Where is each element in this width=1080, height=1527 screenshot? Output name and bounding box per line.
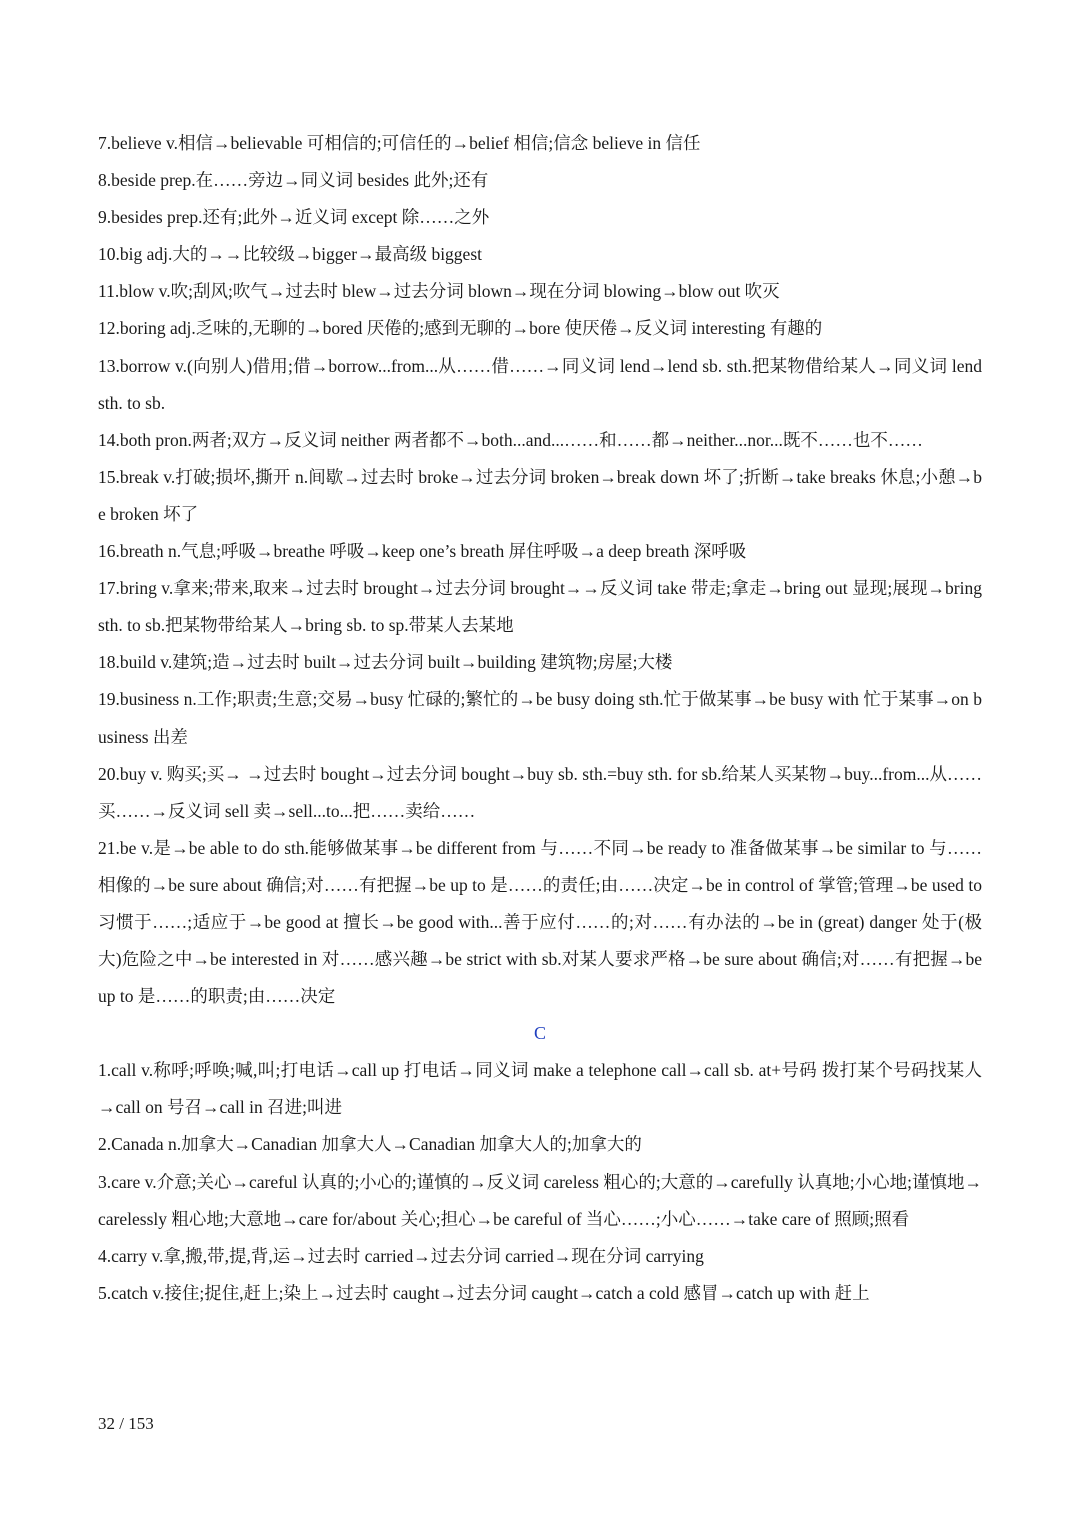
vocab-entry-carry: 4.carry v.拿,搬,带,提,背,运→过去时 carried→过去分词 carried→现在分词 carrying <box>98 1245 704 1266</box>
vocab-entry-believe: 7.believe v.相信→believable 可相信的;可信任的→belief 相信;信念 believe in 信任 <box>98 133 701 153</box>
section-heading-c: C <box>533 1023 546 1044</box>
vocab-entry-call: 1.call v.称呼;呼唤;喊,叫;打电话→call up 打电话→同义词 make a telephone call→call sb. at+号码 拨打某个号码找某人→call on 号召→call in 召进;叫进 <box>98 1060 982 1118</box>
vocab-entry-catch: 5.catch v.接住;捉住,赶上;染上→过去时 caught→过去分词 caught→catch a cold 感冒→catch up with 赶上 <box>98 1282 870 1303</box>
vocab-entry-break: 15.break v.打破;损坏,撕开 n.间歇→过去时 broke→过去分词 broken→break down 坏了;折断→take breaks 休息;小憩→be broken 坏了 <box>98 466 982 524</box>
page-content <box>98 125 982 1312</box>
vocab-entry-blow: 11.blow v.吹;刮风;吹气→过去时 blew→过去分词 blown→现在分词 blowing→blow out 吹灭 <box>98 281 780 302</box>
vocab-entry-canada: 2.Canada n.加拿大→Canadian 加拿大人→Canadian 加拿大人的;加拿大的 <box>98 1134 642 1155</box>
vocab-entry-breath: 16.breath n.气息;呼吸→breathe 呼吸→keep one’s breath 屏住呼吸→a deep breath 深呼吸 <box>98 541 747 562</box>
vocab-entry-care: 3.care v.介意;关心→careful 认真的;小心的;谨慎的→反义词 careless 粗心的;大意的→carefully 认真地;小心地;谨慎地→carelessly 粗心地;大意地→care for/about 关心;担心→be careful of 当心……;小心……→take care of 照顾;照看 <box>98 1171 982 1229</box>
vocab-entry-be: 21.be v.是→be able to do sth.能够做某事→be different from 与……不同→be ready to 准备做某事→be similar to 与……相像的→be sure about 确信;对……有把握→be up to 是……的责任;由……决定→be in control of 掌管;管理→be used to 习惯于……;适应于→be good at 擅长→be good with...善于应付……的;对……有办法的→be in (great) danger 处于(极大)危险之中→be interested in 对……感兴趣→be strict with sb.对某人要求严格→be sure about 确信;对……有把握→be up to 是……的职责;由……决定 <box>98 837 982 1007</box>
vocab-entry-business: 19.business n.工作;职责;生意;交易→busy 忙碌的;繁忙的→be busy doing sth.忙于做某事→be busy with 忙于某事→on business 出差 <box>98 689 982 747</box>
vocab-entry-besides: 9.besides prep.还有;此外→近义词 except 除……之外 <box>98 207 490 228</box>
vocab-entry-big: 10.big adj.大的→→比较级→bigger→最高级 biggest <box>98 244 482 265</box>
vocab-entry-bring: 17.bring v.拿来;带来,取来→过去时 brought→过去分词 brought→→反义词 take 带走;拿走→bring out 显现;展现→bring sth. to sb.把某物带给某人→bring sb. to sp.带某人去某地 <box>98 578 982 636</box>
vocab-entry-beside: 8.beside prep.在……旁边→同义词 besides 此外;还有 <box>98 170 489 191</box>
vocab-entry-borrow: 13.borrow v.(向别人)借用;借→borrow...from...从……借……→同义词 lend→lend sb. sth.把某物借给某人→同义词 lend sth. to sb. <box>98 355 982 413</box>
vocab-entry-both: 14.both pron.两者;双方→反义词 neither 两者都不→both...and...……和……都→neither...nor...既不……也不…… <box>98 429 923 450</box>
vocab-entry-boring: 12.boring adj.乏味的,无聊的→bored 厌倦的;感到无聊的→bore 使厌倦→反义词 interesting 有趣的 <box>98 318 823 339</box>
page-number: 32 / 153 <box>98 1414 154 1433</box>
vocab-entry-build: 18.build v.建筑;造→过去时 built→过去分词 built→building 建筑物;房屋;大楼 <box>98 652 673 673</box>
vocab-entry-buy: 20.buy v. 购买;买→ →过去时 bought→过去分词 bought→buy sb. sth.=buy sth. for sb.给某人买某物→buy...from...从……买……→反义词 sell 卖→sell...to...把……卖给…… <box>98 763 982 821</box>
